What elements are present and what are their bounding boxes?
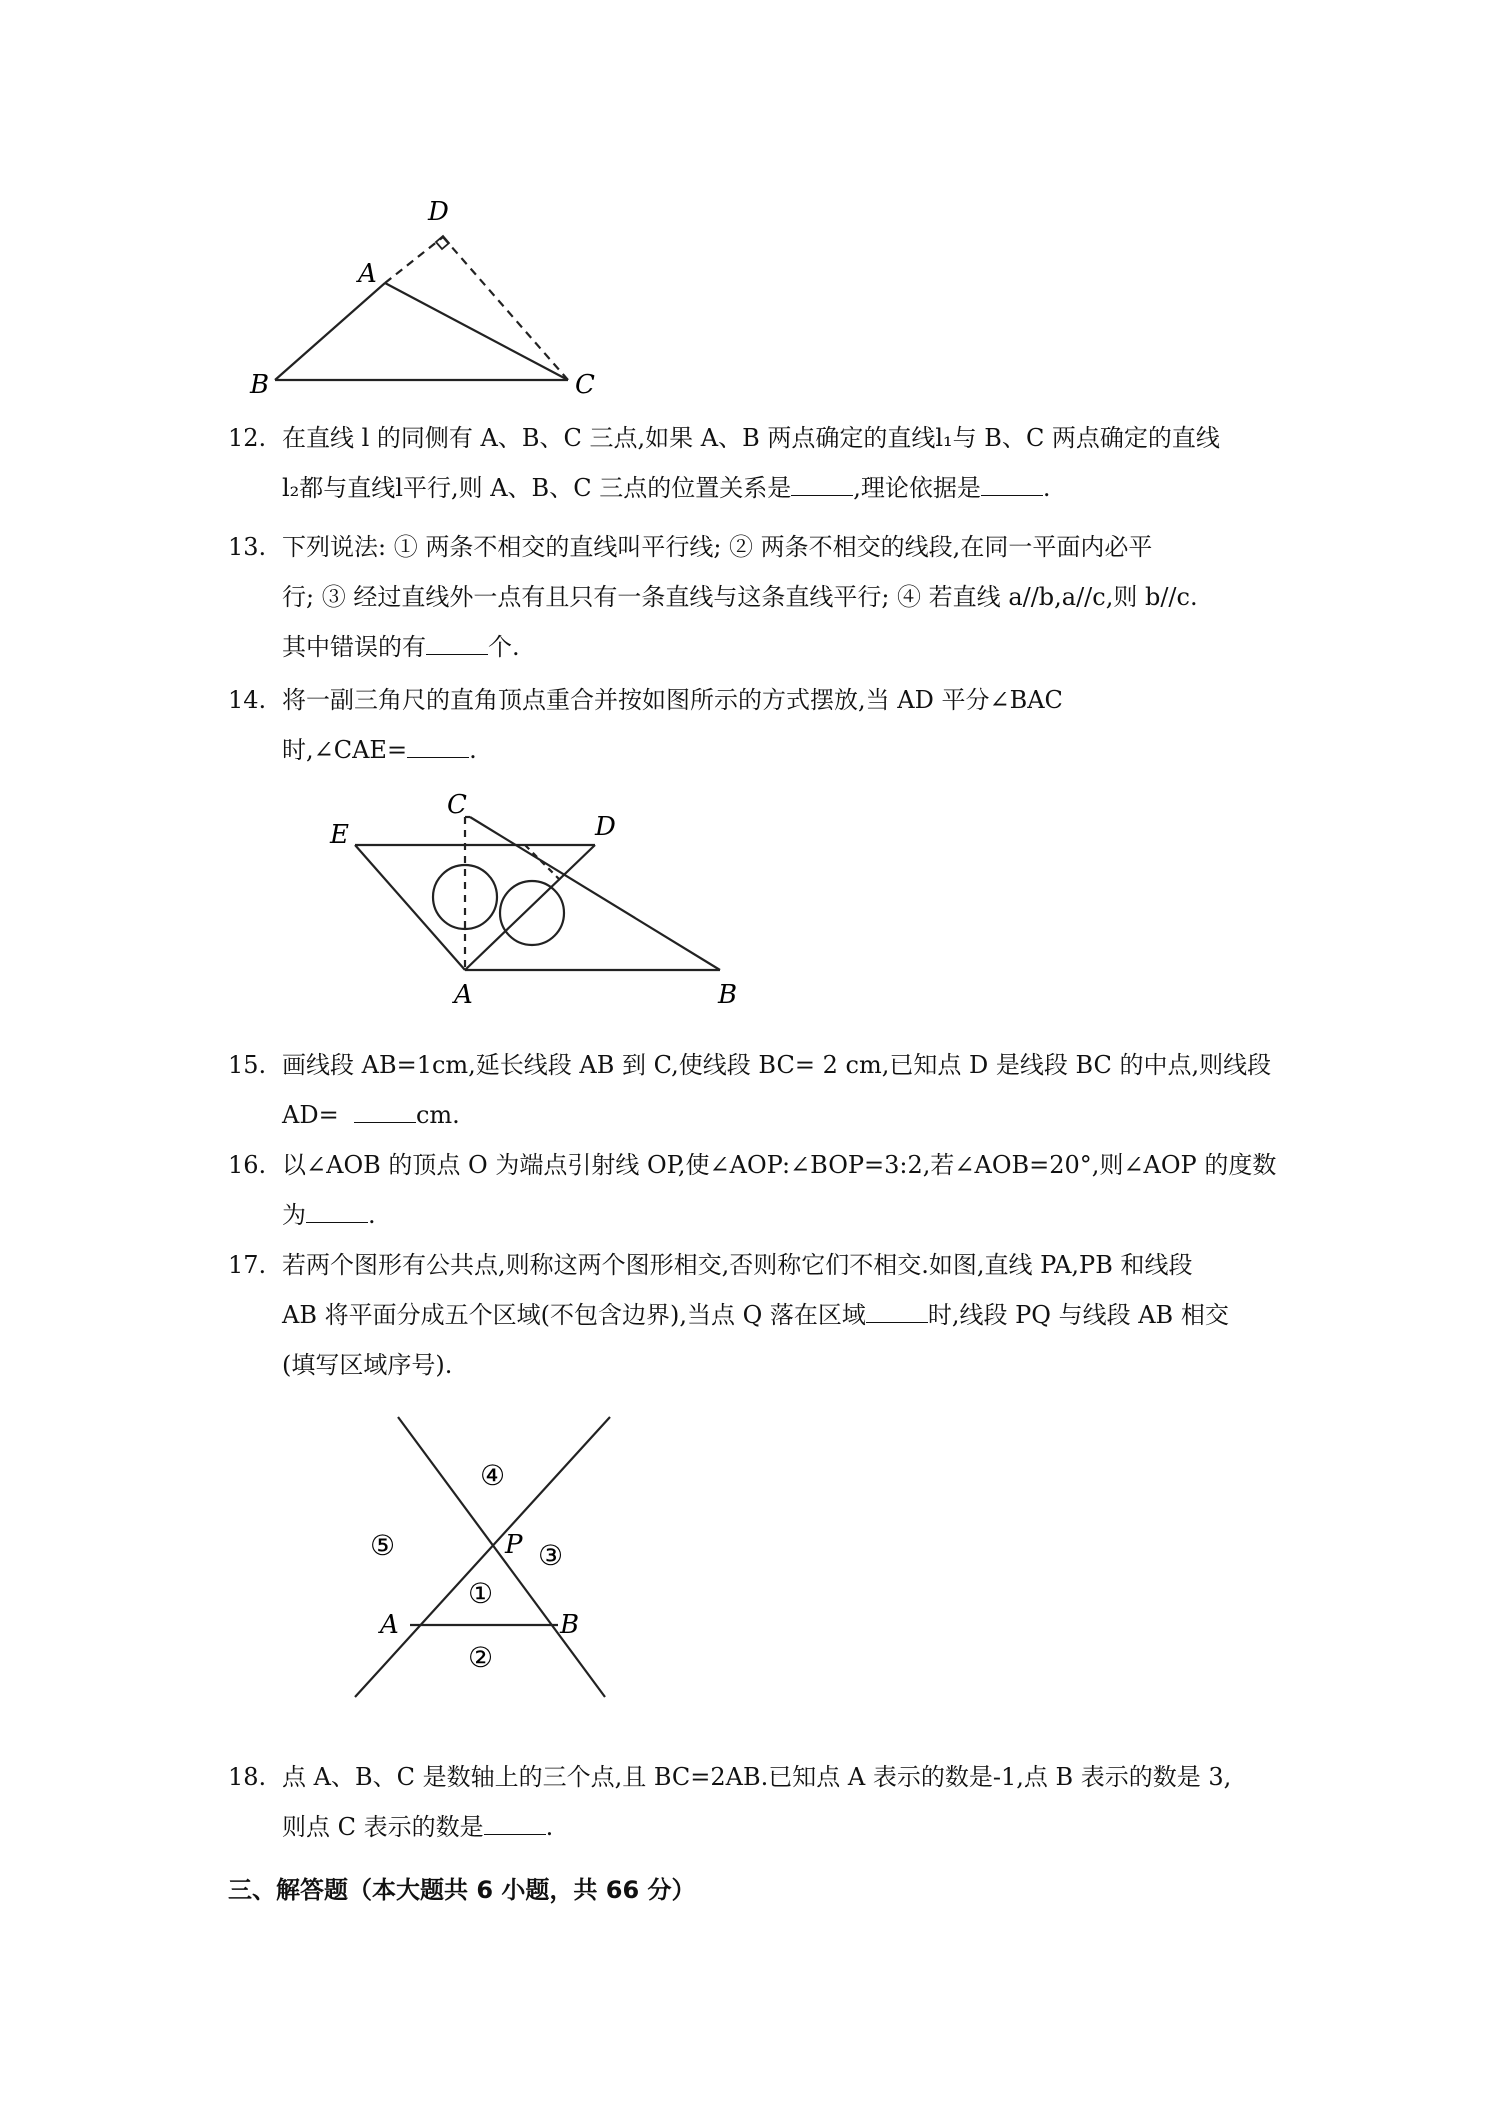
- label-a: A: [358, 259, 377, 289]
- figure-q11: [240, 190, 620, 400]
- label-a: A: [454, 980, 473, 1010]
- question-number: 13.: [228, 533, 267, 561]
- answer-blank[interactable]: [981, 477, 1043, 496]
- question-text: 将一副三角尺的直角顶点重合并按如图所示的方式摆放,当 AD 平分∠BAC: [282, 686, 1063, 714]
- segment-ad: [465, 845, 595, 970]
- dashed-dc: [443, 237, 568, 380]
- question-text: 时,∠CAE=: [282, 736, 408, 764]
- label-b: B: [560, 1610, 580, 1640]
- question-number: 14.: [228, 686, 267, 714]
- label-b: B: [250, 370, 270, 400]
- question-text: (填写区域序号).: [282, 1351, 453, 1379]
- answer-blank[interactable]: [354, 1104, 416, 1123]
- question-12: [228, 413, 1268, 513]
- question-number: 15.: [228, 1051, 267, 1079]
- question-text: 若两个图形有公共点,则称这两个图形相交,否则称它们不相交.如图,直线 PA,PB 和线段: [282, 1251, 1193, 1279]
- circle-right: [500, 881, 564, 945]
- region-4: ④: [480, 1459, 506, 1492]
- question-text: 以∠AOB 的顶点 O 为端点引射线 OP,使∠AOP:∠BOP=3:2,若∠AOB=20°,则∠AOP 的度数: [282, 1151, 1277, 1179]
- answer-blank[interactable]: [407, 739, 469, 758]
- question-text: cm.: [415, 1101, 460, 1129]
- section-heading: 三、解答题（本大题共 6 小题，共 66 分）: [228, 1876, 696, 1904]
- question-number: 17.: [228, 1251, 267, 1279]
- answer-blank[interactable]: [426, 636, 488, 655]
- question-text: 则点 C 表示的数是: [282, 1813, 484, 1841]
- segment-ea: [355, 845, 465, 970]
- label-e: E: [330, 820, 349, 850]
- question-number: 16.: [228, 1151, 267, 1179]
- answer-blank[interactable]: [306, 1204, 368, 1223]
- answer-blank[interactable]: [866, 1304, 928, 1323]
- question-13: [228, 522, 1268, 672]
- question-number: 12.: [228, 424, 267, 452]
- question-text: .: [545, 1813, 554, 1841]
- region-1: ①: [468, 1577, 494, 1610]
- question-text: 其中错误的有: [282, 633, 426, 661]
- question-text: .: [1042, 474, 1051, 502]
- question-text: 在直线 l 的同侧有 A、B、C 三点,如果 A、B 两点确定的直线l₁与 B、C 两点确定的直线: [282, 424, 1220, 452]
- question-17: [228, 1240, 1268, 1390]
- region-3: ③: [538, 1539, 564, 1572]
- label-d: D: [428, 197, 449, 227]
- question-text: l₂都与直线l平行,则 A、B、C 三点的位置关系是: [282, 474, 792, 502]
- question-text: .: [469, 736, 477, 764]
- question-text: 行; ③ 经过直线外一点有且只有一条直线与这条直线平行; ④ 若直线 a//b,a//c,则 b//c.: [282, 583, 1198, 611]
- question-16: [228, 1140, 1277, 1240]
- question-15: [228, 1040, 1272, 1140]
- question-text: AB 将平面分成五个区域(不包含边界),当点 Q 落在区域: [282, 1301, 866, 1329]
- question-text: 时,线段 PQ 与线段 AB 相交: [927, 1301, 1229, 1329]
- question-text: 为: [282, 1201, 306, 1229]
- question-number: 18.: [228, 1763, 267, 1791]
- question-text: 画线段 AB=1cm,延长线段 AB 到 C,使线段 BC= 2 cm,已知点 D 是线段 BC 的中点,则线段: [282, 1051, 1272, 1079]
- question-text: 点 A、B、C 是数轴上的三个点,且 BC=2AB.已知点 A 表示的数是-1,点 B 表示的数是 3,: [282, 1763, 1232, 1791]
- question-text: .: [368, 1201, 376, 1229]
- dashed-cd-region: [525, 845, 560, 880]
- question-text: 个.: [488, 633, 520, 661]
- segment-ab: [275, 283, 385, 380]
- label-a: A: [380, 1610, 399, 1640]
- label-d: D: [595, 812, 616, 842]
- dashed-ad: [385, 237, 443, 283]
- question-text: ,理论依据是: [853, 474, 981, 502]
- answer-blank[interactable]: [484, 1816, 546, 1835]
- answer-blank[interactable]: [791, 477, 853, 496]
- segment-ac: [385, 283, 568, 380]
- question-14: [228, 675, 1268, 775]
- question-text: 下列说法: ① 两条不相交的直线叫平行线; ② 两条不相交的线段,在同一平面内必平: [282, 533, 1153, 561]
- label-b: B: [718, 980, 738, 1010]
- label-c: C: [575, 370, 595, 400]
- question-text: AD=: [282, 1101, 339, 1129]
- question-18: [228, 1752, 1268, 1852]
- label-c: C: [447, 790, 467, 820]
- figure-q17: [340, 1405, 640, 1715]
- figure-q14: [320, 785, 760, 1010]
- region-2: ②: [468, 1641, 494, 1674]
- label-p: P: [505, 1530, 523, 1560]
- region-5: ⑤: [370, 1529, 396, 1562]
